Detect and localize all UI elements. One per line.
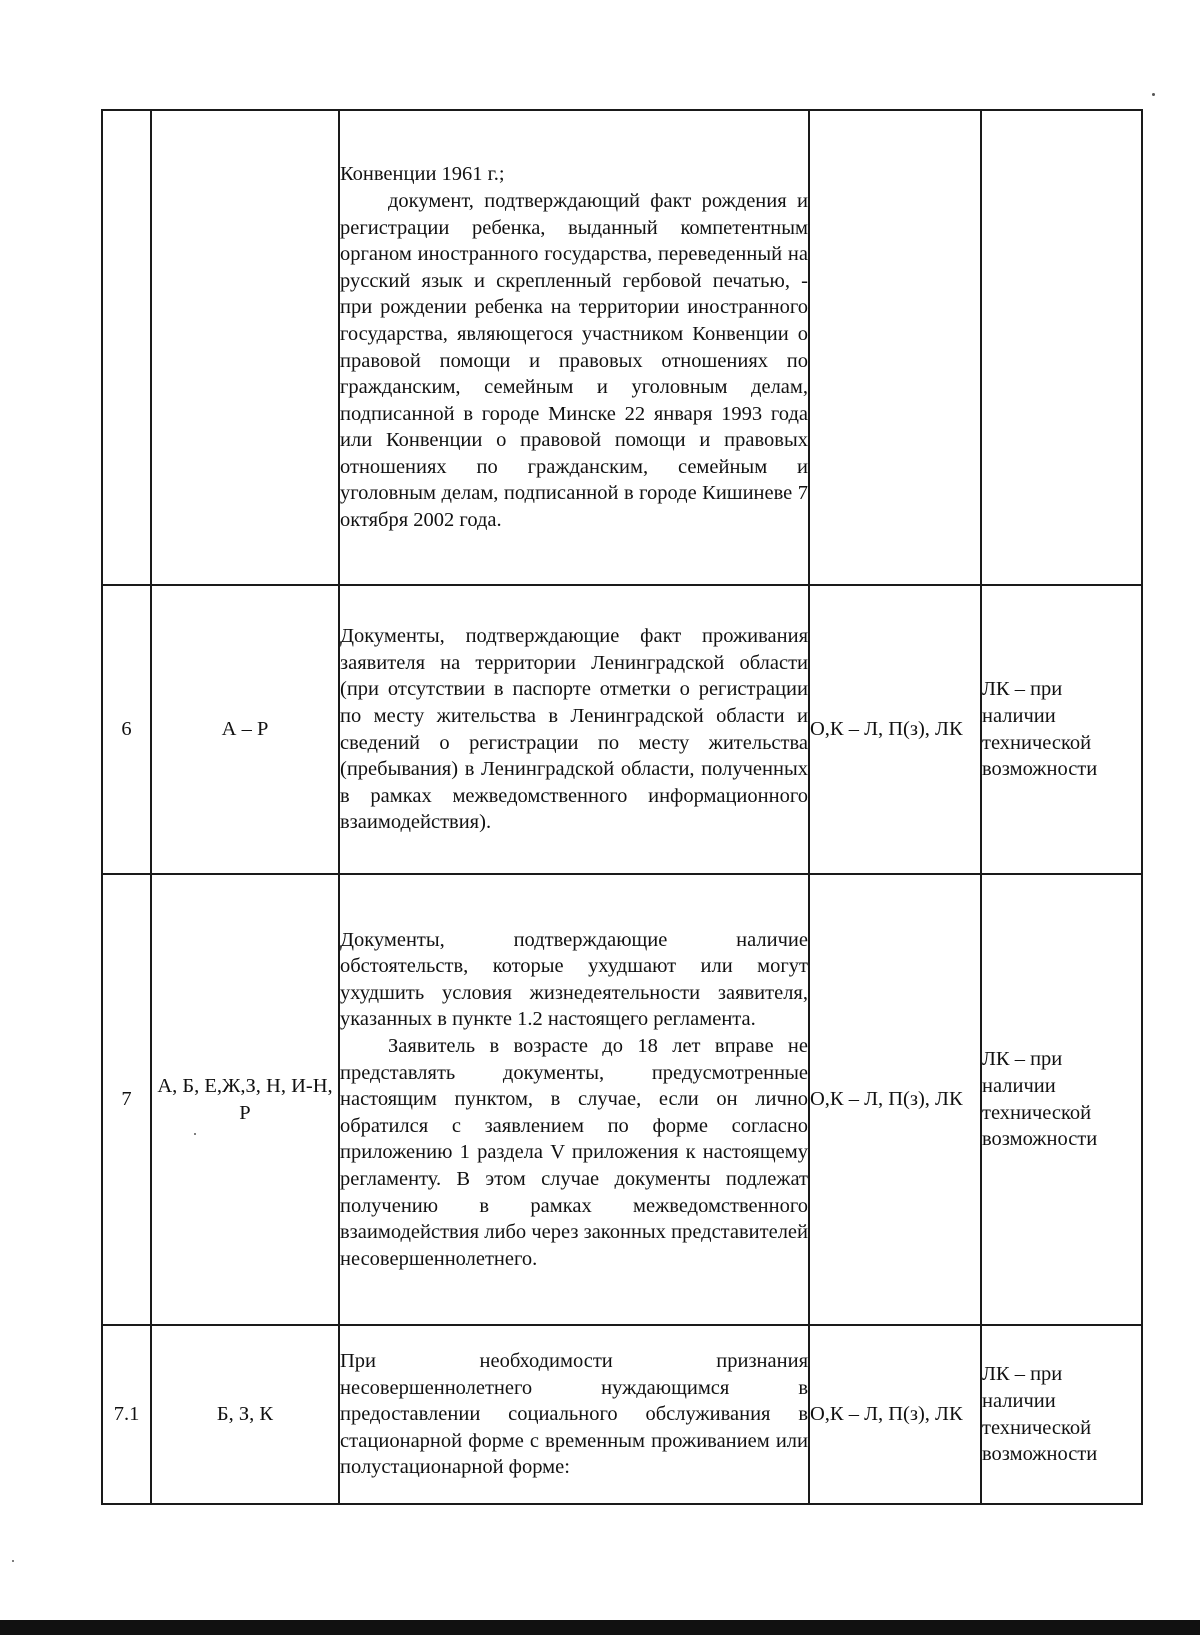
- row-number-cell: [102, 110, 151, 585]
- documents-table: [101, 109, 1143, 1505]
- document-paragraph: Заявитель в возрасте до 18 лет вправе не представлять документы, предусмотренные настоящим пунктом, в случае, если он лично обратился с заявлением по форме согласно приложению 1 раздела V приложения к настоящему регламенту. В этом случае документы подлежат получению в рамках межведомственного взаимодействия либо через законных представителей несовершеннолетнего.: [340, 1035, 808, 1270]
- document-description-cell: [339, 110, 809, 585]
- document-paragraph: Документы, подтверждающие наличие обстоятельств, которые ухудшают или могут ухудшить условия жизнедеятельности заявителя, указанных в пункте 1.2 настоящего регламента.: [340, 928, 808, 1031]
- document-paragraph: документ, подтверждающий факт рождения и регистрации ребенка, выданный компетентным органом иностранного государства, переведенный на русский язык и скрепленный гербовой печатью, - при рождении ребенка на территории иностранного государства, являющегося участником Конвенции о правовой помощи и правовых отношениях по гражданским, семейным и уголовным делам, подписанной в городе Минске 22 января 1993 года или Конвенции о правовой помощи и правовых отношениях по гражданским, семейным и уголовным делам, подписанной в городе Кишиневе 7 октября 2002 года.: [340, 189, 808, 532]
- document-description-cell: [339, 585, 809, 874]
- submission-form-cell: О,К – Л, П(з), ЛК: [809, 1325, 981, 1504]
- document-description-cell: [339, 1325, 809, 1504]
- table-row: [102, 1325, 1142, 1504]
- row-number-cell: 7.1: [102, 1325, 151, 1504]
- applicant-categories-cell: Б, З, К: [151, 1325, 339, 1504]
- scan-edge-bar: [0, 1620, 1200, 1635]
- applicant-categories-cell: А, Б, Е,Ж,З, Н, И-Н, Р: [151, 874, 339, 1325]
- personal-account-cell: ЛК – при наличии технической возможности: [981, 874, 1142, 1325]
- table-row: [102, 110, 1142, 585]
- document-description-cell: [339, 874, 809, 1325]
- document-paragraph: При необходимости признания несовершеннолетнего нуждающимся в предоставлении социального обслуживания в стационарной форме с временным проживанием или полустационарной форме:: [340, 1350, 808, 1479]
- submission-form-cell: О,К – Л, П(з), ЛК: [809, 585, 981, 874]
- applicant-categories-cell: А – Р: [151, 585, 339, 874]
- scan-speck: [1152, 93, 1155, 96]
- scan-speck: [194, 1133, 196, 1135]
- submission-form-cell: О,К – Л, П(з), ЛК: [809, 874, 981, 1325]
- document-paragraph: Конвенции 1961 г.;: [340, 163, 505, 186]
- document-paragraph: Документы, подтверждающие факт проживания заявителя на территории Ленинградской области (при отсутствии в паспорте отметки о регистрации по месту жительства в Ленинградской области и сведений о регистрации по месту жительства (пребывания) в Ленинградской области, полученных в рамках межведомственного информационного взаимодействия).: [340, 625, 808, 834]
- applicant-categories-cell: [151, 110, 339, 585]
- personal-account-cell: [981, 110, 1142, 585]
- submission-form-cell: [809, 110, 981, 585]
- scan-speck: [12, 1560, 14, 1562]
- row-number-cell: 7: [102, 874, 151, 1325]
- table-row: [102, 874, 1142, 1325]
- table-row: [102, 585, 1142, 874]
- personal-account-cell: ЛК – при наличии технической возможности: [981, 585, 1142, 874]
- personal-account-cell: ЛК – при наличии технической возможности: [981, 1325, 1142, 1504]
- row-number-cell: 6: [102, 585, 151, 874]
